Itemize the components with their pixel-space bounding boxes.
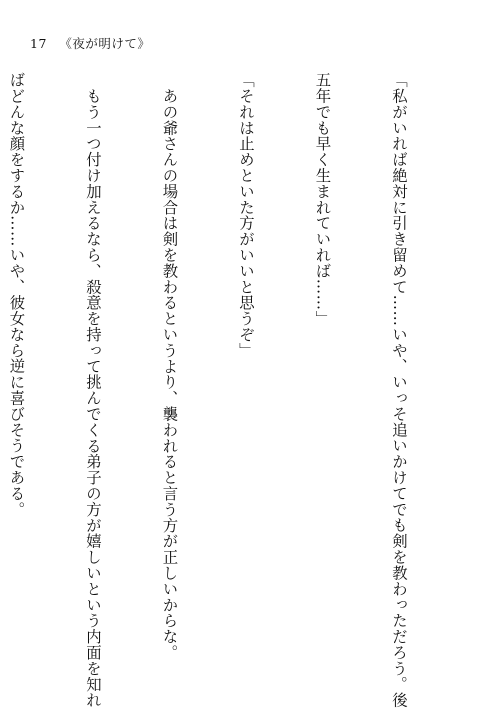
page-number: 17 — [30, 36, 47, 51]
text-line: もう一つ付け加えるなら、殺意を持って挑んでくる弟子の方が嬉しいという内面を知れ — [84, 72, 102, 708]
text-line: 「私がいれば絶対に引き留めて……いや、いっそ追いかけてでも剣を教わっただろう。後 — [390, 72, 408, 708]
text-line: ばどんな顔をするか……いや、彼女なら逆に喜びそうである。 — [7, 72, 26, 518]
running-header — [30, 36, 150, 52]
vertical-text-body — [7, 72, 462, 708]
running-title: 《夜が明けて》 — [59, 36, 151, 51]
text-line: あの爺さんの場合は剣を教わるというより、襲われると言う方が正しいからな。 — [160, 72, 179, 661]
text-line: 五年でも早く生まれていれば……」 — [313, 72, 332, 327]
text-line: 「それは止めといた方がいいと思うぞ」 — [237, 72, 255, 359]
